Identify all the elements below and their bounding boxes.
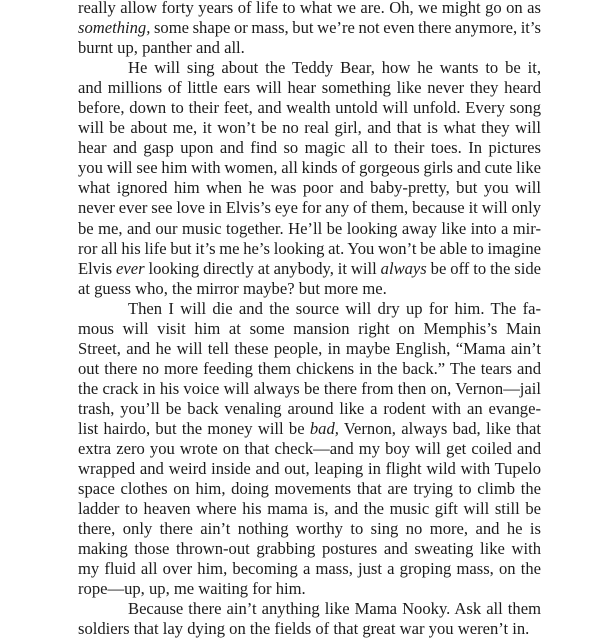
- text-line: [78, 78, 541, 98]
- text-run: mous will visit him at some mansion right on Memphis’s Main: [78, 318, 541, 338]
- italic-text: ever: [116, 258, 145, 278]
- text-line: [78, 98, 541, 118]
- text-run: out there no more feeding them chickens in the back.” The tears and: [78, 358, 541, 378]
- text-run: be me, and our music together. He’ll be looking away like into a mir-: [78, 218, 541, 238]
- text-line: [78, 18, 541, 38]
- text-run: my fluid all over him, becoming a mass, just a groping mass, on the: [78, 559, 541, 579]
- text-line: [78, 599, 541, 619]
- text-run: there, only there ain’t nothing worthy to sing no more, and he is: [78, 519, 541, 539]
- text-line: [78, 559, 541, 579]
- text-line: [78, 0, 541, 18]
- book-page: [78, 0, 541, 640]
- text-line: [78, 158, 541, 178]
- paragraph: [78, 599, 541, 639]
- text-run: looking directly at anybody, it will: [144, 258, 381, 278]
- text-run: really allow forty years of life to what we are. Oh, we might go on as: [78, 0, 541, 17]
- text-run: making those thrown-out grabbing postures and sweating like with: [78, 539, 541, 559]
- text-line: [78, 38, 541, 58]
- text-run: Then I will die and the source will dry up for him. The fa-: [128, 298, 541, 318]
- text-line: [78, 339, 541, 359]
- text-run: you will see him with women, all kinds of gorgeous girls and cute like: [78, 158, 541, 178]
- text-line: [78, 178, 541, 198]
- text-run: extra zero you wrote on that check—and my boy will get coiled and: [78, 439, 541, 459]
- text-line: [78, 379, 541, 399]
- text-run: before, down to their feet, and wealth untold will unfold. Every song: [78, 98, 541, 118]
- paragraph: [78, 0, 541, 58]
- text-run: the crack in his voice will always be there from then on, Vernon—jail: [78, 378, 541, 398]
- text-run: Because there ain’t anything like Mama Nooky. Ask all them: [128, 599, 541, 619]
- text-line: [78, 219, 541, 239]
- text-line: [78, 439, 541, 459]
- text-run: ladder to heaven where his mama is, and the music gift will still be: [78, 499, 541, 519]
- paragraph: [78, 299, 541, 600]
- text-run: soldiers that lay dying on the fields of that great war you weren’t in.: [78, 619, 530, 639]
- italic-text: something,: [78, 18, 151, 38]
- text-line: [78, 419, 541, 439]
- text-line: [78, 198, 541, 218]
- text-run: and millions of little ears will hear something like never they heard: [78, 78, 541, 98]
- text-line: [78, 259, 541, 279]
- text-line: [78, 539, 541, 559]
- text-run: rope—up, up, me waiting for him.: [78, 579, 306, 599]
- text-run: Street, and he will tell these people, in maybe English, “Mama ain’t: [78, 338, 541, 358]
- text-line: [78, 58, 541, 78]
- text-line: [78, 579, 541, 599]
- text-line: [78, 399, 541, 419]
- text-run: list hairdo, but the money will be: [78, 418, 310, 438]
- text-run: at guess who, the mirror maybe? but more me.: [78, 278, 387, 298]
- text-run: will be about me, it won’t be no real girl, and that is what they will: [78, 118, 541, 138]
- text-run: hear and gasp upon and find so magic all to their toes. In pictures: [78, 138, 541, 158]
- text-line: [78, 359, 541, 379]
- text-line: [78, 619, 541, 639]
- text-run: ror all his life but it’s me he’s looking at. You won’t be able to imagine: [78, 238, 541, 258]
- text-run: He will sing about the Teddy Bear, how he wants to be it,: [128, 58, 541, 78]
- italic-text: bad,: [309, 418, 339, 438]
- text-line: [78, 279, 541, 299]
- text-line: [78, 519, 541, 539]
- text-run: be off to the side: [426, 258, 541, 278]
- text-line: [78, 299, 541, 319]
- text-line: [78, 459, 541, 479]
- text-line: [78, 118, 541, 138]
- paragraph: [78, 58, 541, 299]
- text-run: burnt up, panther and all.: [78, 38, 245, 58]
- text-line: [78, 319, 541, 339]
- text-line: [78, 138, 541, 158]
- text-line: [78, 239, 541, 259]
- text-run: some shape or mass, but we’re not even there anymore, it’s: [150, 18, 541, 38]
- text-run: space clothes on him, doing movements that are trying to climb the: [78, 479, 541, 499]
- text-line: [78, 499, 541, 519]
- italic-text: always: [380, 258, 427, 278]
- text-run: never ever see love in Elvis’s eye for any of them, because it will only: [78, 198, 541, 218]
- text-run: Elvis: [78, 258, 117, 278]
- text-run: what ignored him when he was poor and baby-pretty, but you will: [78, 178, 541, 198]
- text-run: trash, you’ll be back venaling around like a rodent with an evange-: [78, 398, 541, 418]
- text-run: Vernon, always bad, like that: [338, 418, 541, 438]
- text-run: wrapped and weird inside and out, leaping in flight wild with Tupelo: [78, 459, 541, 479]
- text-line: [78, 479, 541, 499]
